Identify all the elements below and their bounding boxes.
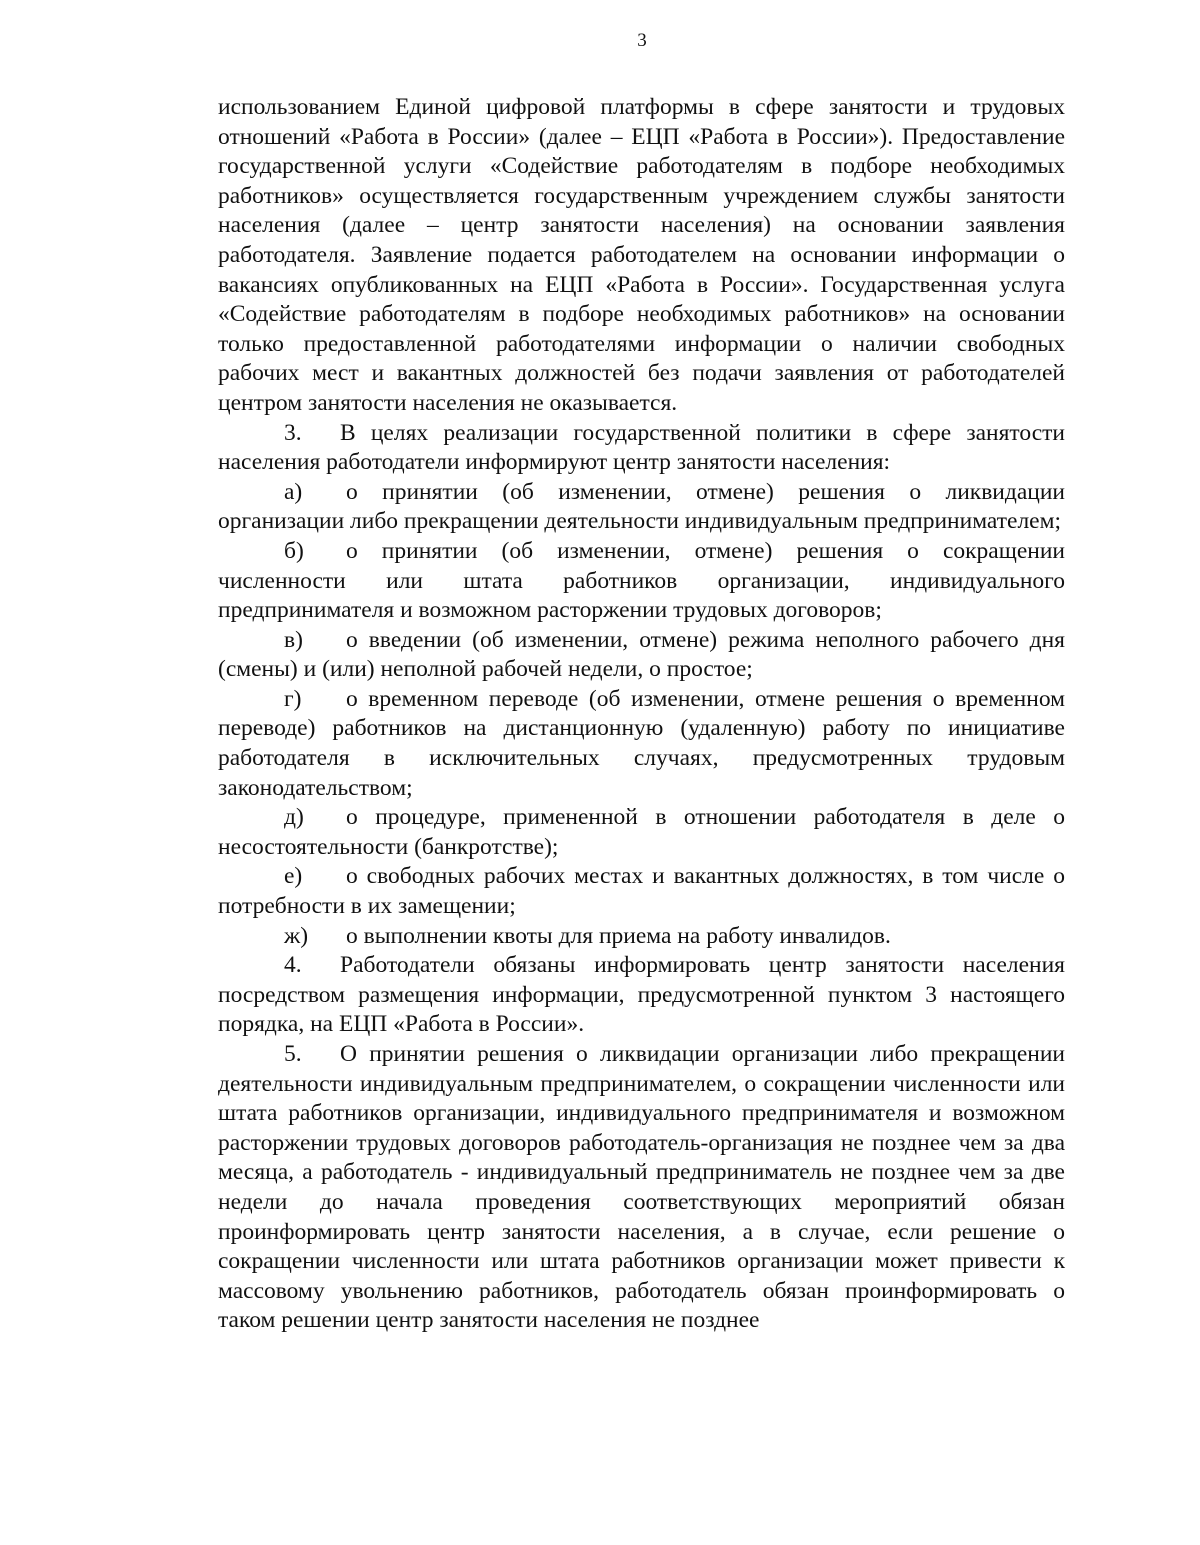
subitem-a <box>218 478 1065 537</box>
item-marker: е) <box>284 863 303 890</box>
paragraph-item-3 <box>218 419 1065 478</box>
paragraph-text: о выполнении квоты для приема на работу инвалидов. <box>346 922 891 949</box>
item-marker: в) <box>284 626 303 653</box>
item-marker: ж) <box>284 922 309 949</box>
paragraph-text: О принятии решения о ликвидации организации либо прекращении деятельности индивидуальным предпринимателем, о сокращении численности или штата работников организации, индивидуального предпринимателя и возможном расторжении трудовых договоров работодатель-организация не позднее чем за два месяца, а работодатель - индивидуальный предприниматель не позднее чем за две недели до начала проведения соответствующих мероприятий обязан проинформировать центр занятости населения, а в случае, если решение о сокращении численности или штата работников организации может привести к массовому увольнению работников, работодатель обязан проинформировать о таком решении центр занятости населения не позднее <box>218 1041 1065 1334</box>
paragraph-text: Работодатели обязаны информировать центр занятости населения посредством размещения информации, предусмотренной пунктом 3 настоящего порядка, на ЕЦП «Работа в России». <box>218 952 1065 1038</box>
paragraph-text: использованием Единой цифровой платформы в сфере занятости и трудовых отношений «Работа в России» (далее – ЕЦП «Работа в России»). Предоставление государственной услуги «Содействие работодателям в подборе необходимых работников» осуществляется государственным учреждением службы занятости населения (далее – центр занятости населения) на основании заявления работодателя. Заявление подается работодателем на основании информации о вакансиях опубликованных на ЕЦП «Работа в России». Государственная услуга «Содействие работодателям в подборе необходимых работников» на основании только предоставленной работодателями информации о наличии свободных рабочих мест и вакантных должностей без подачи заявления от работодателей центром занятости населения не оказывается. <box>218 94 1065 416</box>
paragraph-text: о введении (об изменении, отмене) режима неполного рабочего дня (смены) и (или) неполной рабочей недели, о простое; <box>218 626 1065 683</box>
item-marker: а) <box>284 478 303 505</box>
subitem-g <box>218 685 1065 803</box>
paragraph-text: о принятии (об изменении, отмене) решения о сокращении численности или штата работников организации, индивидуального предпринимателя и возможном расторжении трудовых договоров; <box>218 537 1065 624</box>
document-body <box>218 93 1065 1336</box>
paragraph-text: о свободных рабочих местах и вакантных должностях, в том числе о потребности в их замещении; <box>218 863 1065 920</box>
subitem-d <box>218 803 1065 862</box>
item-marker: г) <box>284 685 302 712</box>
paragraph-text: В целях реализации государственной политики в сфере занятости населения работодатели информируют центр занятости населения: <box>218 419 1065 476</box>
paragraph-text: о процедуре, примененной в отношении работодателя в деле о несостоятельности (банкротстве); <box>218 804 1065 860</box>
item-marker: 3. <box>284 419 302 446</box>
item-marker: б) <box>284 537 304 564</box>
paragraph-text: о принятии (об изменении, отмене) решения о ликвидации организации либо прекращении деятельности индивидуальным предпринимателем; <box>218 478 1065 535</box>
paragraph-item-4 <box>218 951 1065 1040</box>
item-marker: д) <box>284 804 304 831</box>
page-number: 3 <box>637 30 647 51</box>
subitem-b <box>218 537 1065 626</box>
paragraph-text: о временном переводе (об изменении, отмене решения о временном переводе) работников на дистанционную (удаленную) работу по инициативе работодателя в исключительных случаях, предусмотренных трудовым законодательством; <box>218 685 1065 801</box>
subitem-v <box>218 626 1065 685</box>
subitem-e <box>218 862 1065 921</box>
item-marker: 5. <box>284 1041 302 1067</box>
item-marker: 4. <box>284 952 302 979</box>
paragraph-continuation <box>218 93 1065 419</box>
subitem-zh <box>218 922 1065 952</box>
paragraph-item-5 <box>218 1040 1065 1336</box>
